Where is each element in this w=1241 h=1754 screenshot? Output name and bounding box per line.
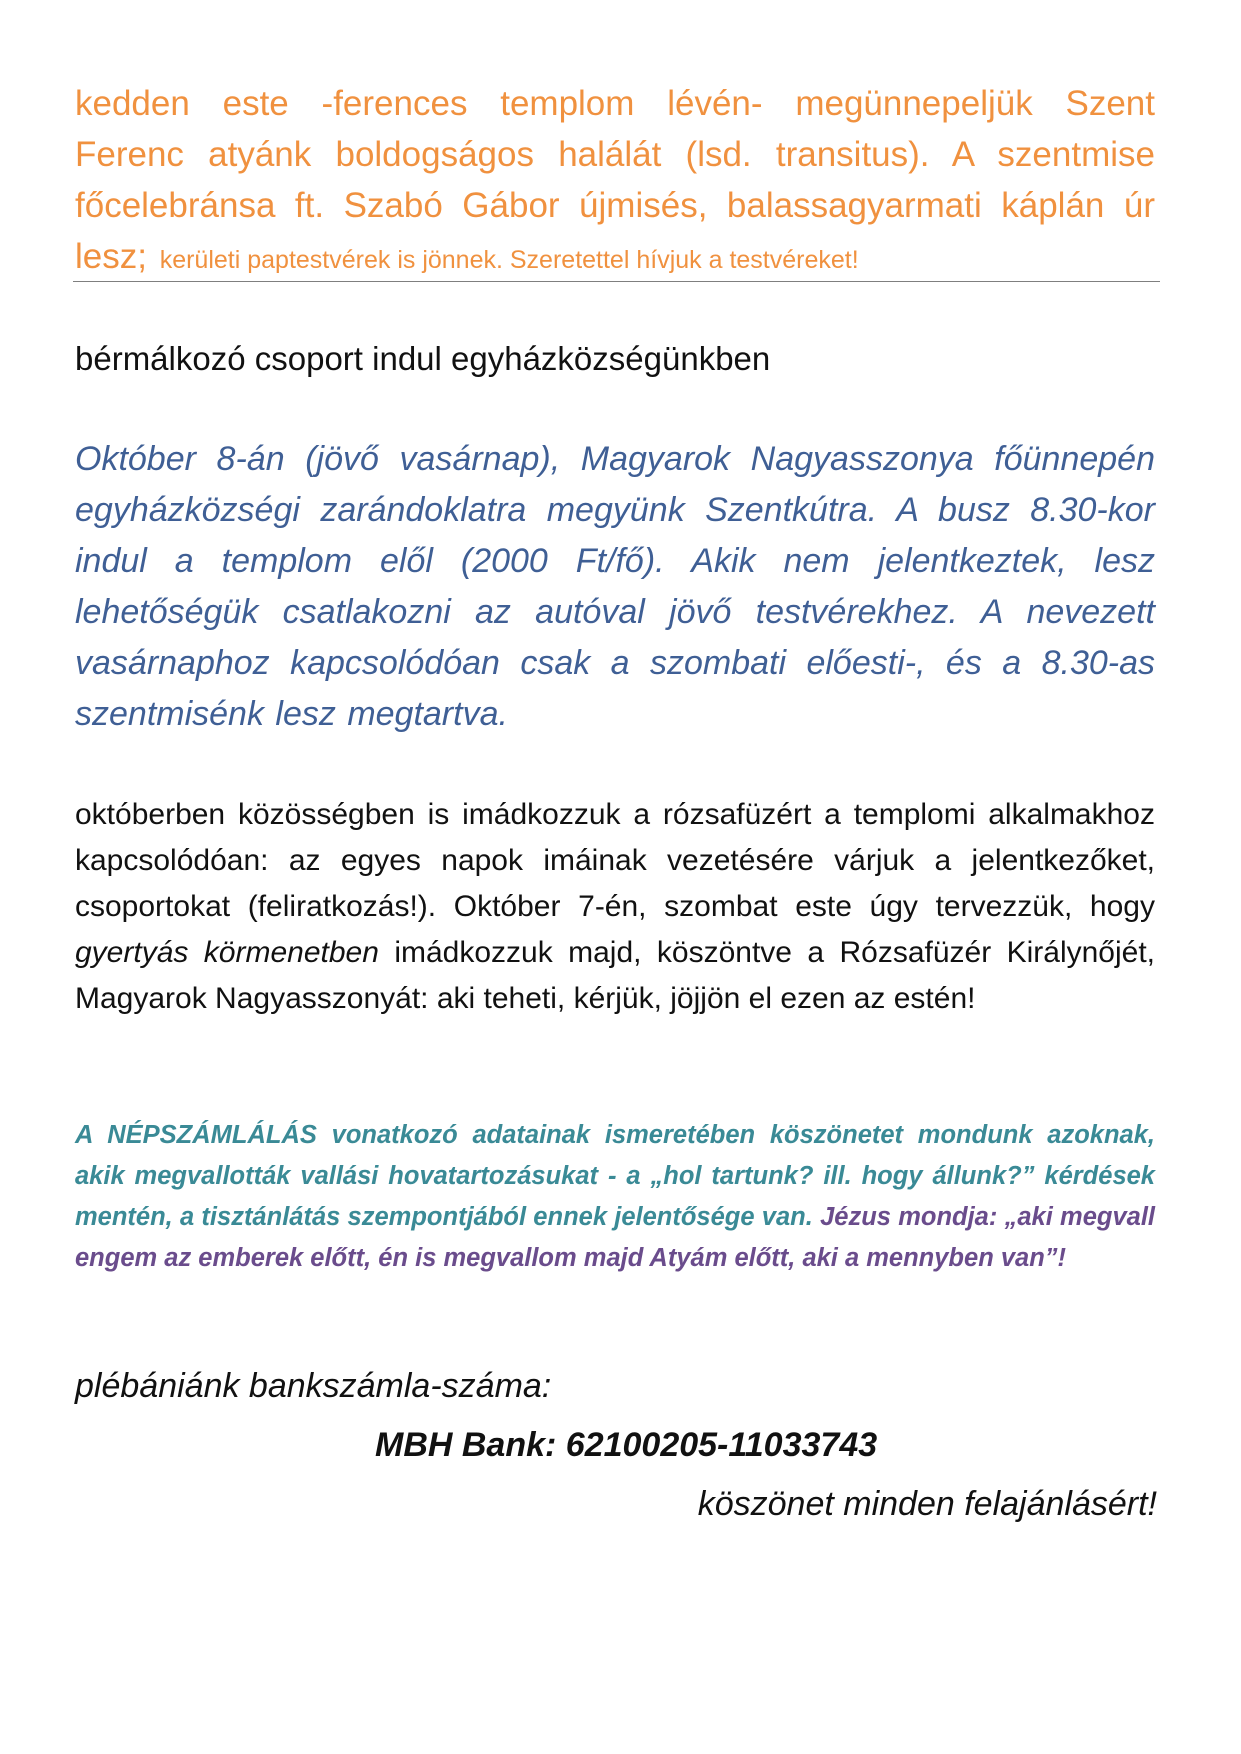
rosary-notice: [75, 792, 1155, 1022]
bank-account-label: plébániánk bankszámla-száma:: [75, 1367, 552, 1405]
transitus-notice: [75, 78, 1155, 286]
rosary-text-part1: októberben közösségben is imádkozzuk a rózsafüzért a templomi alkalmakhoz kapcsolódóan: az egyes napok imáinak vezetésére várjuk a jelentkezőket, csoportokat (feliratkozás!). Október 7-én, szombat este úgy tervezzük, hogy: [75, 798, 1155, 923]
pilgrimage-notice: Október 8-án (jövő vasárnap), Magyarok Nagyasszonya főünnepén egyházközségi zarándoklatra megyünk Szentkútra. A busz 8.30-kor indul a templom elől (2000 Ft/fő). Akik nem jelentkeztek, lesz lehetőségük csatlakozni az autóval jövő testvérekhez. A nevezett vasárnaphoz kapcsolódóan csak a szombati előesti-, és a 8.30-as szentmisénk lesz megtartva.: [75, 440, 1155, 733]
donation-thanks: köszönet minden felajánlásért!: [697, 1485, 1157, 1523]
transitus-main-text: kedden este -ferences templom lévén- megünnepeljük Szent Ferenc atyánk boldogságos halálát (lsd. transitus). A szentmise főcelebránsa ft. Szabó Gábor újmisés, balassagyarmati káplán úr lesz;: [75, 84, 1155, 276]
section-divider: [73, 281, 1160, 282]
confirmation-group-notice: bérmálkozó csoport indul egyházközségünkben: [75, 340, 771, 377]
rosary-text-part2: imádkozzuk majd, köszöntve a Rózsafüzér Királynőjét, Magyarok Nagyasszonyát: aki teheti, kérjük, jöjjön el ezen az estén!: [75, 936, 1156, 1015]
bank-account-number: MBH Bank: 62100205-11033743: [375, 1426, 878, 1464]
census-notice: [75, 1115, 1155, 1279]
census-thanks-text: A NÉPSZÁMLÁLÁS vonatkozó adatainak ismeretében köszönetet mondunk azoknak, akik megvallották vallási hovatartozásukat - a „hol tartunk? ill. hogy állunk?” kérdések mentén, a tisztánlátás szempontjából ennek jelentősége van.: [75, 1121, 1155, 1231]
transitus-invitation-text: kerületi paptestvérek is jönnek. Szeretettel hívjuk a testvéreket!: [159, 246, 859, 274]
census-quote-text: Jézus mondja: „aki megvall engem az emberek előtt, én is megvallom majd Atyám előtt, aki a mennyben van”!: [75, 1203, 1156, 1272]
rosary-emphasis: gyertyás körmenetben: [75, 936, 379, 969]
